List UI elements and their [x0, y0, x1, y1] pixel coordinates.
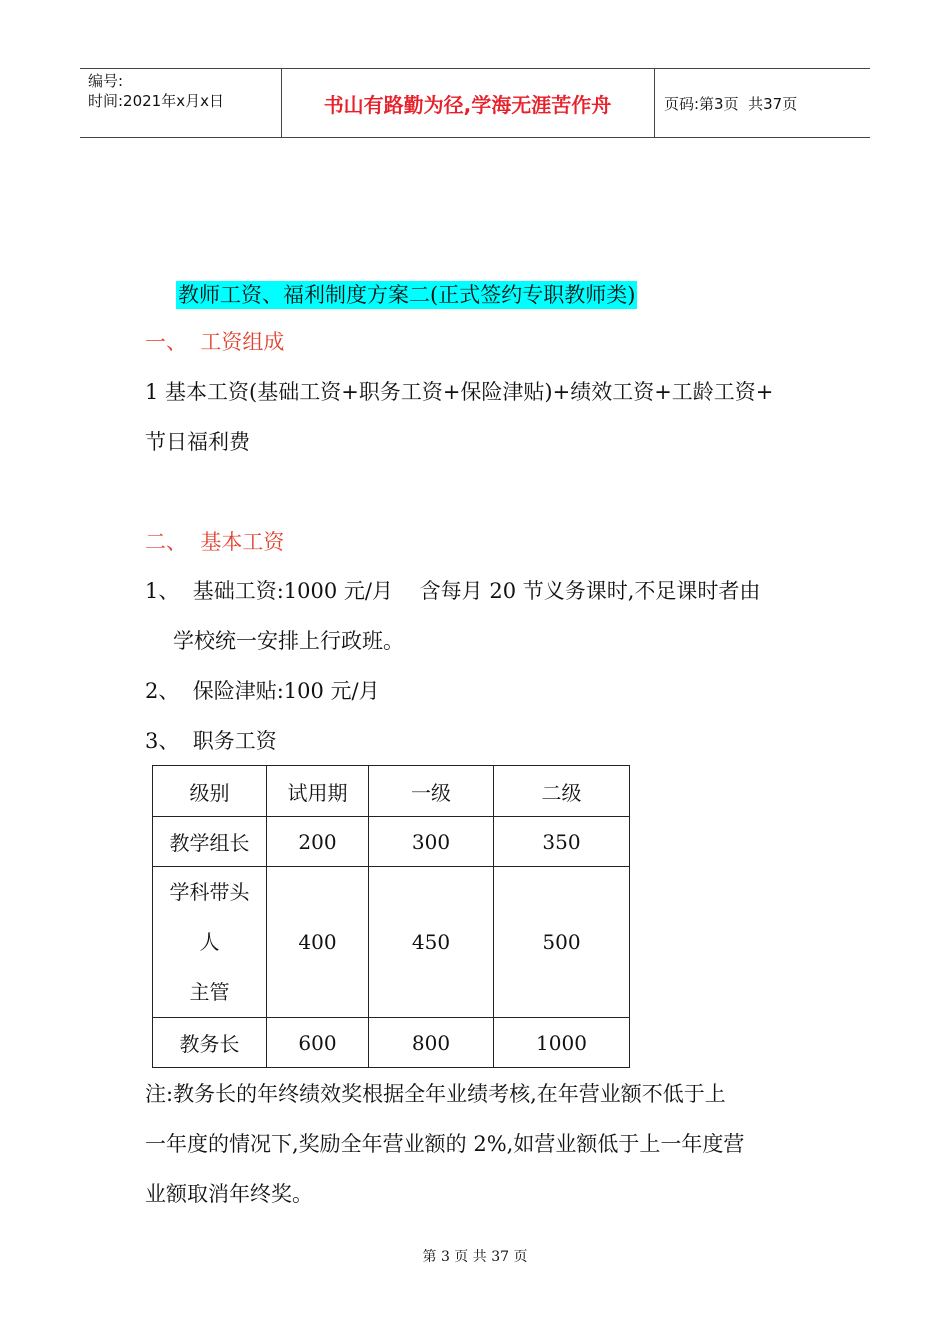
table-row — [153, 817, 630, 867]
grade1-cell: 300 — [369, 817, 494, 867]
section1-line2: 节日福利费 — [145, 430, 250, 454]
probation-cell: 400 — [267, 867, 369, 1018]
item2: 2、 保险津贴:100 元/月 — [145, 679, 380, 703]
section1-line1: 1 基本工资(基础工资+职务工资+保险津贴)+绩效工资+工龄工资+ — [145, 380, 774, 404]
grade1-cell: 800 — [369, 1018, 494, 1068]
header-page-info: 页码:第3页 共37页 — [664, 94, 798, 113]
number-label: 编号: — [88, 72, 124, 90]
time-label: 时间:2021年x月x日 — [88, 92, 224, 110]
table-header-cell: 一级 — [369, 766, 494, 817]
grade2-cell: 500 — [494, 867, 630, 1018]
item3: 3、 职务工资 — [145, 729, 277, 753]
level-cell: 教务长 — [153, 1018, 267, 1068]
probation-cell: 600 — [267, 1018, 369, 1068]
note-line2: 一年度的情况下,奖励全年营业额的 2%,如营业额低于上一年度营 — [145, 1132, 745, 1156]
note-line3: 业额取消年终奖。 — [145, 1182, 313, 1206]
header-meta — [88, 71, 224, 111]
level-line: 学科带头 — [169, 880, 250, 904]
page-footer: 第 3 页 共 37 页 — [422, 1249, 528, 1265]
document-title: 教师工资、福利制度方案二(正式签约专职教师类) — [178, 283, 636, 307]
level-cell — [153, 867, 267, 1018]
section2-heading: 二、 基本工资 — [145, 530, 285, 554]
table-header-row — [153, 766, 630, 817]
table-header-cell: 级别 — [153, 766, 267, 817]
level-line: 人 — [199, 930, 220, 954]
position-salary-table — [152, 765, 630, 1068]
table-row — [153, 867, 630, 1018]
table-row — [153, 1018, 630, 1068]
table-header-cell: 试用期 — [267, 766, 369, 817]
header-motto: 书山有路勤为径,学海无涯苦作舟 — [323, 92, 612, 117]
item1-line2: 学校统一安排上行政班。 — [173, 629, 404, 653]
note-line1: 注:教务长的年终绩效奖根据全年业绩考核,在年营业额不低于上 — [145, 1082, 726, 1106]
item1-line1: 1、 基础工资:1000 元/月 含每月 20 节义务课时,不足课时者由 — [145, 579, 761, 603]
grade2-cell: 1000 — [494, 1018, 630, 1068]
grade2-cell: 350 — [494, 817, 630, 867]
probation-cell: 200 — [267, 817, 369, 867]
level-line: 主管 — [189, 980, 230, 1004]
table-header-cell: 二级 — [494, 766, 630, 817]
page-header — [80, 68, 870, 138]
section1-heading: 一、 工资组成 — [145, 330, 285, 354]
grade1-cell: 450 — [369, 867, 494, 1018]
level-cell: 教学组长 — [153, 817, 267, 867]
header-divider — [654, 69, 655, 137]
